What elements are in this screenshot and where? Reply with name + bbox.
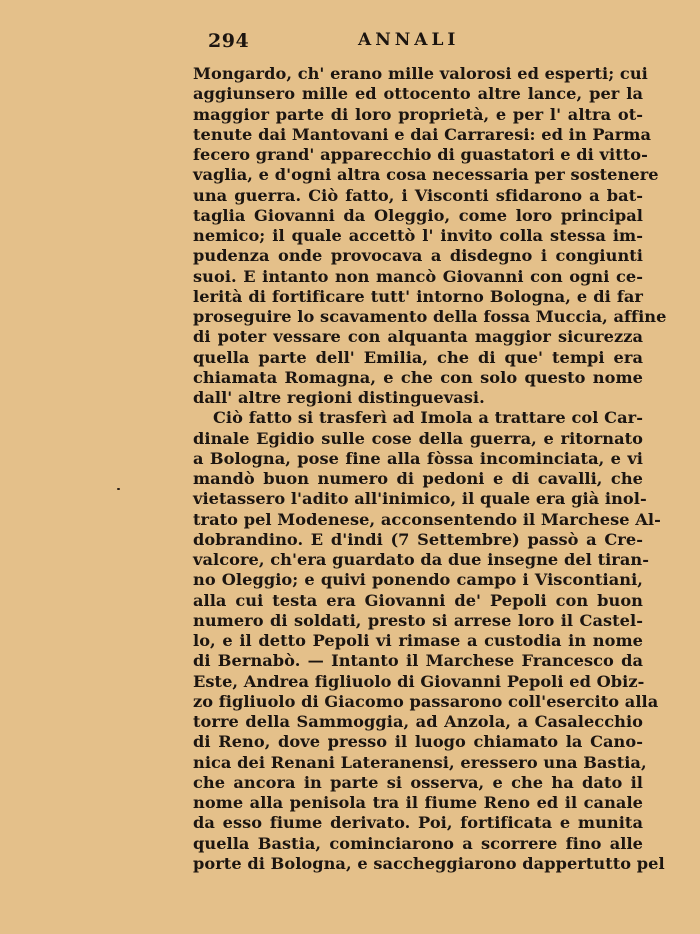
text-line: vaglia, e d'ogni altra cosa necessaria per sostenere: [193, 165, 659, 185]
text-line: alla cui testa era Giovanni de' Pepoli con buon: [193, 590, 643, 610]
text-line: di Reno, dove presso il luogo chiamato la Cano-: [193, 732, 643, 752]
text-line: no Oleggio; e quivi ponendo campo i Viscontiani,: [193, 570, 643, 590]
text-line: a Bologna, pose fine alla fòssa incominciata, e vi: [193, 448, 643, 468]
paragraph-start-line: Ciò fatto si trasferì ad Imola a trattare col Car-: [213, 408, 643, 428]
text-line: dinale Egidio sulle cose della guerra, e ritornato: [193, 428, 643, 448]
text-line: zo figliuolo di Giacomo passarono coll'esercito alla: [193, 691, 659, 711]
text-line: valcore, ch'era guardato da due insegne del tiran-: [193, 550, 650, 569]
text-line: Mongardo, ch' erano mille valorosi ed esperti; cui: [193, 64, 648, 83]
text-line: lerità di fortificare tutt' intorno Bologna, e di far: [193, 286, 643, 306]
page-number: 294: [208, 30, 250, 52]
ink-speck: [117, 488, 120, 490]
text-line: taglia Giovanni da Oleggio, come loro principal: [193, 205, 643, 225]
text-line: quella Bastia, cominciarono a scorrere fino alle: [193, 833, 643, 853]
text-line: da esso fiume derivato. Poi, fortificata e munita: [193, 813, 643, 833]
text-line: chiamata Romagna, e che con solo questo nome: [193, 367, 643, 387]
text-line: nica dei Renani Lateranensi, eressero una Bastia,: [193, 752, 647, 772]
text-line: di poter vessare con alquanta maggior sicurezza: [193, 327, 643, 347]
text-line: fecero grand' apparecchio di guastatori e di vitto-: [193, 145, 648, 164]
text-line: trato pel Modenese, acconsentendo il Marchese Al-: [193, 509, 661, 529]
paragraph-end-line: dall' altre regioni distinguevasi.: [193, 388, 485, 407]
text-line: lo, e il detto Pepoli vi rimase a custodia in nome: [193, 631, 643, 650]
text-line: che ancora in parte si osserva, e che ha dato il: [193, 772, 643, 792]
text-line: aggiunsero mille ed ottocento altre lance, per la: [193, 84, 643, 104]
text-line: dobrandino. E d'indi (7 Settembre) passò a Cre-: [193, 529, 643, 549]
text-line: nemico; il quale accettò l' invito colla stessa im-: [193, 226, 643, 245]
text-line: maggior parte di loro proprietà, e per l' altra ot-: [193, 104, 643, 124]
text-line: pudenza onde provocava a disdegno i congiunti: [193, 246, 643, 266]
text-line: vietassero l'adito all'inimico, il quale era già inol-: [193, 489, 647, 509]
text-line: numero di soldati, presto si arrese loro il Castel-: [193, 610, 643, 630]
text-line: una guerra. Ciò fatto, i Visconti sfidarono a bat-: [193, 185, 643, 205]
text-line: Este, Andrea figliuolo di Giovanni Pepoli ed Obiz-: [193, 671, 645, 691]
text-line: porte di Bologna, e saccheggiarono dappertutto pel: [193, 853, 665, 873]
text-line: quella parte dell' Emilia, che di que' tempi era: [193, 347, 643, 367]
text-line: suoi. E intanto non mancò Giovanni con ogni ce-: [193, 266, 643, 286]
text-line: nome alla penisola tra il fiume Reno ed il canale: [193, 793, 643, 812]
text-line: di Bernabò. — Intanto il Marchese Francesco da: [193, 651, 643, 671]
body-text: [193, 64, 667, 874]
text-line: torre della Sammoggia, ad Anzola, a Casalecchio: [193, 712, 643, 731]
running-title: ANNALI: [358, 30, 460, 50]
text-line: tenute dai Mantovani e dai Carraresi: ed in Parma: [193, 124, 651, 144]
text-line: mandò buon numero di pedoni e di cavalli, che: [193, 469, 643, 488]
page-header: [208, 30, 478, 54]
text-line: proseguire lo scavamento della fossa Muccia, affine: [193, 307, 667, 326]
